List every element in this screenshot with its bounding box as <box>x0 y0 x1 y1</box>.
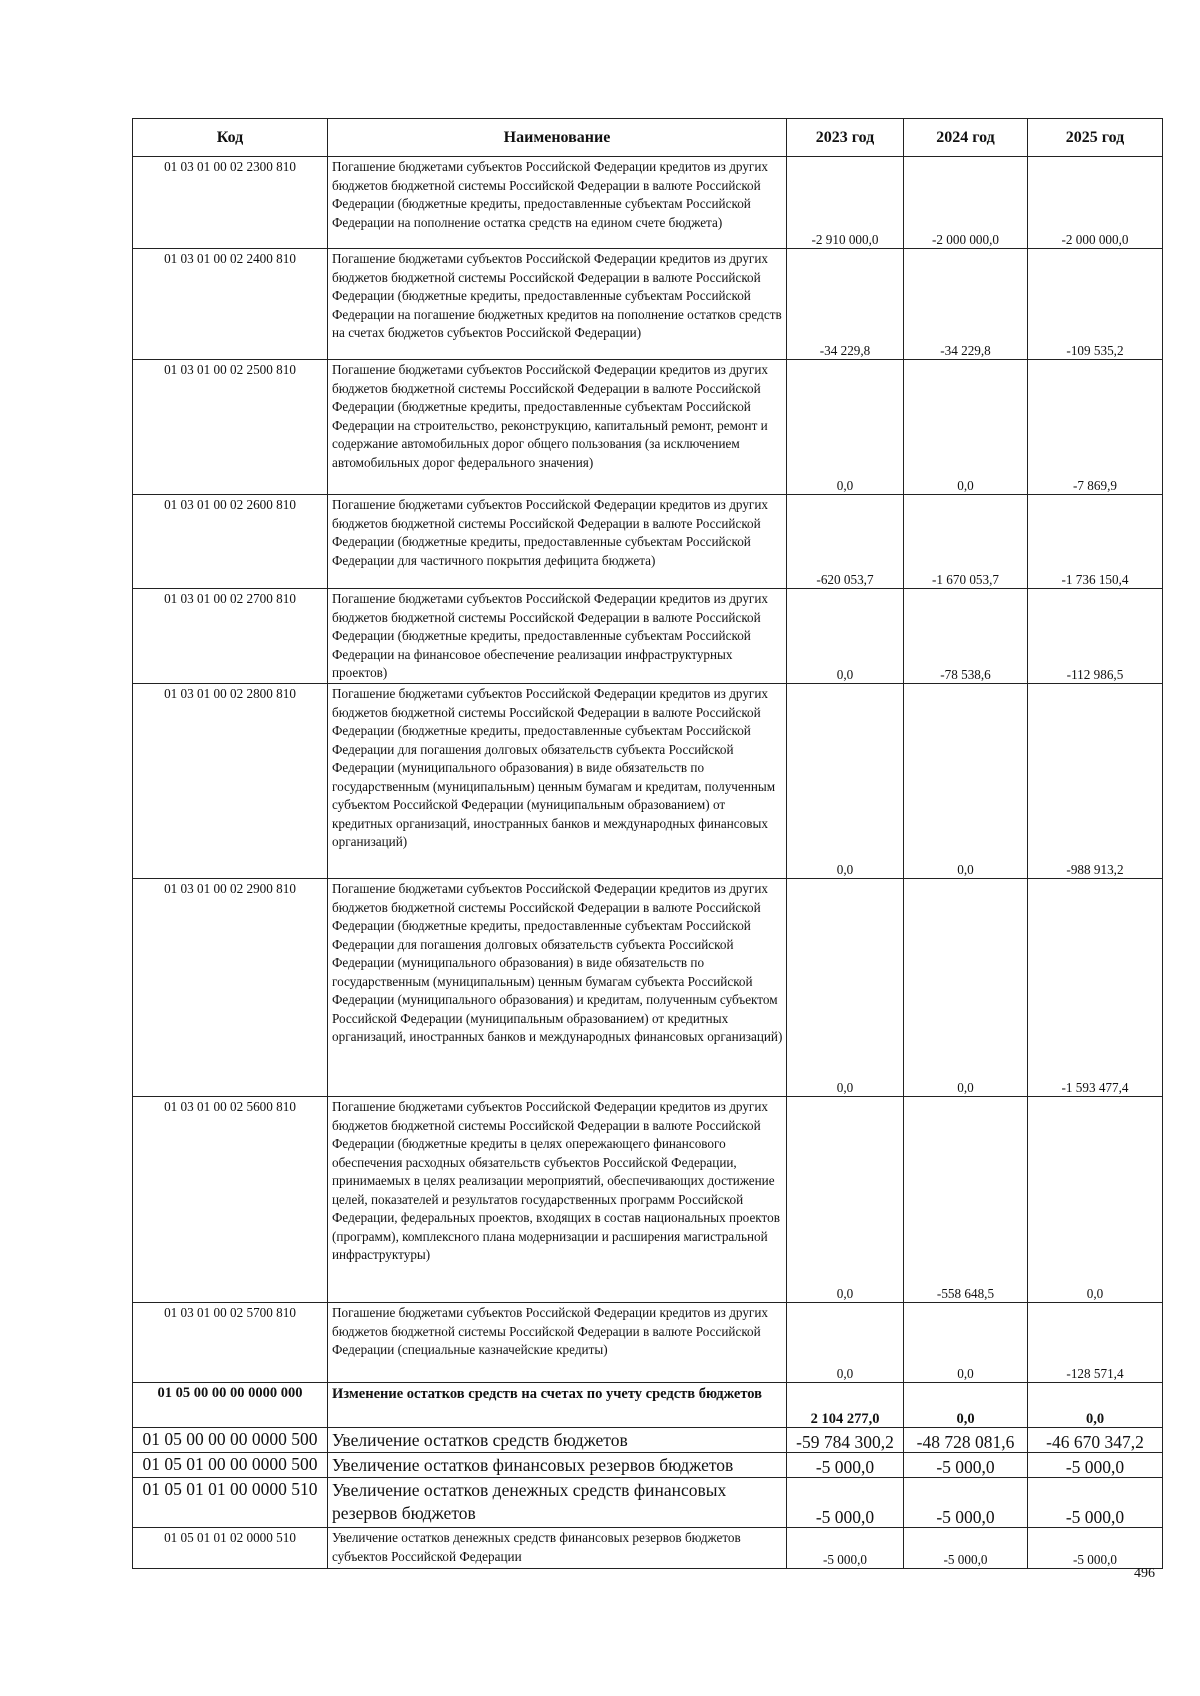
row-value-2024: -5 000,0 <box>904 1453 1028 1478</box>
row-value-2025: -46 670 347,2 <box>1028 1428 1163 1453</box>
row-name: Погашение бюджетами субъектов Российской Федерации кредитов из других бюджетов бюджетной системы Российской Федерации в валюте Российской Федерации (бюджетные кредиты, предоставленные субъектам Российской Федерации на погашение бюджетных кредитов на пополнение остатков средств на счетах бюджетов субъектов Российской Федерации) <box>328 249 787 360</box>
row-value-2025: -2 000 000,0 <box>1028 157 1163 249</box>
row-code: 01 03 01 00 02 2500 810 <box>133 360 328 495</box>
row-value-2025: -112 986,5 <box>1028 589 1163 684</box>
row-code: 01 03 01 00 02 2600 810 <box>133 495 328 589</box>
row-code: 01 03 01 00 02 2400 810 <box>133 249 328 360</box>
row-value-2024: -48 728 081,6 <box>904 1428 1028 1453</box>
row-value-2024: -1 670 053,7 <box>904 495 1028 589</box>
row-code: 01 03 01 00 02 5700 810 <box>133 1303 328 1383</box>
row-value-2024: -78 538,6 <box>904 589 1028 684</box>
row-value-2023: -2 910 000,0 <box>787 157 904 249</box>
table-row <box>133 1383 1163 1428</box>
table-row <box>133 1428 1163 1453</box>
table-row <box>133 879 1163 1097</box>
row-value-2023: -5 000,0 <box>787 1453 904 1478</box>
row-code: 01 05 01 01 00 0000 510 <box>133 1478 328 1528</box>
row-name: Погашение бюджетами субъектов Российской Федерации кредитов из других бюджетов бюджетной системы Российской Федерации в валюте Российской Федерации (бюджетные кредиты, предоставленные субъектам Российской Федерации на пополнение остатка средств на едином счете бюджета) <box>328 157 787 249</box>
row-value-2025: -1 736 150,4 <box>1028 495 1163 589</box>
header-name: Наименование <box>328 119 787 157</box>
row-code: 01 03 01 00 02 2300 810 <box>133 157 328 249</box>
row-name: Увеличение остатков денежных средств финансовых резервов бюджетов <box>328 1478 787 1528</box>
table-header-row <box>133 119 1163 157</box>
budget-sources-table <box>132 118 1163 1569</box>
row-value-2024: -34 229,8 <box>904 249 1028 360</box>
row-name: Погашение бюджетами субъектов Российской Федерации кредитов из других бюджетов бюджетной системы Российской Федерации в валюте Российской Федерации (бюджетные кредиты в целях опережающего финансового обеспечения расходных обязательств субъектов Российской Федерации, принимаемых в целях реализации мероприятий, обеспечивающих достижение целей, показателей и результатов государственных программ Российской Федерации, федеральных проектов, входящих в состав национальных проектов (программ), комплексного плана модернизации и расширения магистральной инфраструктуры) <box>328 1097 787 1303</box>
row-value-2024: -5 000,0 <box>904 1478 1028 1528</box>
row-code: 01 05 01 00 00 0000 500 <box>133 1453 328 1478</box>
row-value-2023: 0,0 <box>787 879 904 1097</box>
table-row <box>133 589 1163 684</box>
row-value-2023: -59 784 300,2 <box>787 1428 904 1453</box>
row-value-2024: -5 000,0 <box>904 1528 1028 1569</box>
row-name: Увеличение остатков финансовых резервов бюджетов <box>328 1453 787 1478</box>
row-code: 01 03 01 00 02 2700 810 <box>133 589 328 684</box>
table-row <box>133 1453 1163 1478</box>
header-year-2024: 2024 год <box>904 119 1028 157</box>
row-value-2023: 0,0 <box>787 589 904 684</box>
row-code: 01 03 01 00 02 2800 810 <box>133 684 328 879</box>
row-name: Увеличение остатков денежных средств финансовых резервов бюджетов субъектов Российской Федерации <box>328 1528 787 1569</box>
table-row <box>133 495 1163 589</box>
row-value-2025: -5 000,0 <box>1028 1453 1163 1478</box>
row-code: 01 03 01 00 02 5600 810 <box>133 1097 328 1303</box>
row-value-2024: 0,0 <box>904 684 1028 879</box>
row-code: 01 03 01 00 02 2900 810 <box>133 879 328 1097</box>
row-value-2025: -109 535,2 <box>1028 249 1163 360</box>
row-name: Погашение бюджетами субъектов Российской Федерации кредитов из других бюджетов бюджетной системы Российской Федерации в валюте Российской Федерации (специальные казначейские кредиты) <box>328 1303 787 1383</box>
table-row <box>133 1097 1163 1303</box>
header-code: Код <box>133 119 328 157</box>
table-row <box>133 684 1163 879</box>
table-row <box>133 249 1163 360</box>
row-value-2023: 0,0 <box>787 1097 904 1303</box>
row-value-2025: 0,0 <box>1028 1383 1163 1428</box>
row-value-2025: -1 593 477,4 <box>1028 879 1163 1097</box>
row-value-2023: -34 229,8 <box>787 249 904 360</box>
row-value-2023: -5 000,0 <box>787 1528 904 1569</box>
row-value-2023: -5 000,0 <box>787 1478 904 1528</box>
row-name: Изменение остатков средств на счетах по учету средств бюджетов <box>328 1383 787 1428</box>
row-value-2023: 2 104 277,0 <box>787 1383 904 1428</box>
header-year-2025: 2025 год <box>1028 119 1163 157</box>
row-code: 01 05 01 01 02 0000 510 <box>133 1528 328 1569</box>
row-value-2023: 0,0 <box>787 684 904 879</box>
row-name: Погашение бюджетами субъектов Российской Федерации кредитов из других бюджетов бюджетной системы Российской Федерации в валюте Российской Федерации (бюджетные кредиты, предоставленные субъектам Российской Федерации для частичного покрытия дефицита бюджета) <box>328 495 787 589</box>
row-value-2025: -128 571,4 <box>1028 1303 1163 1383</box>
table-row <box>133 1528 1163 1569</box>
row-value-2024: 0,0 <box>904 879 1028 1097</box>
row-value-2025: -5 000,0 <box>1028 1478 1163 1528</box>
table-row <box>133 1478 1163 1528</box>
row-value-2025: -7 869,9 <box>1028 360 1163 495</box>
row-value-2024: 0,0 <box>904 360 1028 495</box>
row-value-2024: -2 000 000,0 <box>904 157 1028 249</box>
row-value-2024: 0,0 <box>904 1303 1028 1383</box>
header-year-2023: 2023 год <box>787 119 904 157</box>
row-code: 01 05 00 00 00 0000 000 <box>133 1383 328 1428</box>
table-row <box>133 360 1163 495</box>
table-row <box>133 1303 1163 1383</box>
row-name: Погашение бюджетами субъектов Российской Федерации кредитов из других бюджетов бюджетной системы Российской Федерации в валюте Российской Федерации (бюджетные кредиты, предоставленные субъектам Российской Федерации на строительство, реконструкцию, капитальный ремонт, ремонт и содержание автомобильных дорог общего пользования (за исключением автомобильных дорог федерального значения) <box>328 360 787 495</box>
row-name: Погашение бюджетами субъектов Российской Федерации кредитов из других бюджетов бюджетной системы Российской Федерации в валюте Российской Федерации (бюджетные кредиты, предоставленные субъектам Российской Федерации на финансовое обеспечение реализации инфраструктурных проектов) <box>328 589 787 684</box>
page-number: 496 <box>1134 1566 1155 1581</box>
row-name: Увеличение остатков средств бюджетов <box>328 1428 787 1453</box>
row-value-2024: 0,0 <box>904 1383 1028 1428</box>
row-value-2023: 0,0 <box>787 360 904 495</box>
table-row <box>133 157 1163 249</box>
row-name: Погашение бюджетами субъектов Российской Федерации кредитов из других бюджетов бюджетной системы Российской Федерации в валюте Российской Федерации (бюджетные кредиты, предоставленные субъектам Российской Федерации для погашения долговых обязательств субъекта Российской Федерации (муниципального образования) в виде обязательств по государственным (муниципальным) ценным бумагам субъекта Российской Федерации (муниципального образования) и кредитам, полученным субъектом Российской Федерации (муниципальным образованием) от кредитных организаций, иностранных банков и международных финансовых организаций) <box>328 879 787 1097</box>
row-name: Погашение бюджетами субъектов Российской Федерации кредитов из других бюджетов бюджетной системы Российской Федерации в валюте Российской Федерации (бюджетные кредиты, предоставленные субъектам Российской Федерации для погашения долговых обязательств субъекта Российской Федерации (муниципального образования) в виде обязательств по государственным (муниципальным) ценным бумагам и кредитам, полученным субъектом Российской Федерации (муниципальным образованием) от кредитных организаций, иностранных банков и международных финансовых организаций) <box>328 684 787 879</box>
row-value-2025: -988 913,2 <box>1028 684 1163 879</box>
row-value-2025: 0,0 <box>1028 1097 1163 1303</box>
row-value-2024: -558 648,5 <box>904 1097 1028 1303</box>
row-value-2025: -5 000,0 <box>1028 1528 1163 1569</box>
row-value-2023: 0,0 <box>787 1303 904 1383</box>
row-value-2023: -620 053,7 <box>787 495 904 589</box>
row-code: 01 05 00 00 00 0000 500 <box>133 1428 328 1453</box>
